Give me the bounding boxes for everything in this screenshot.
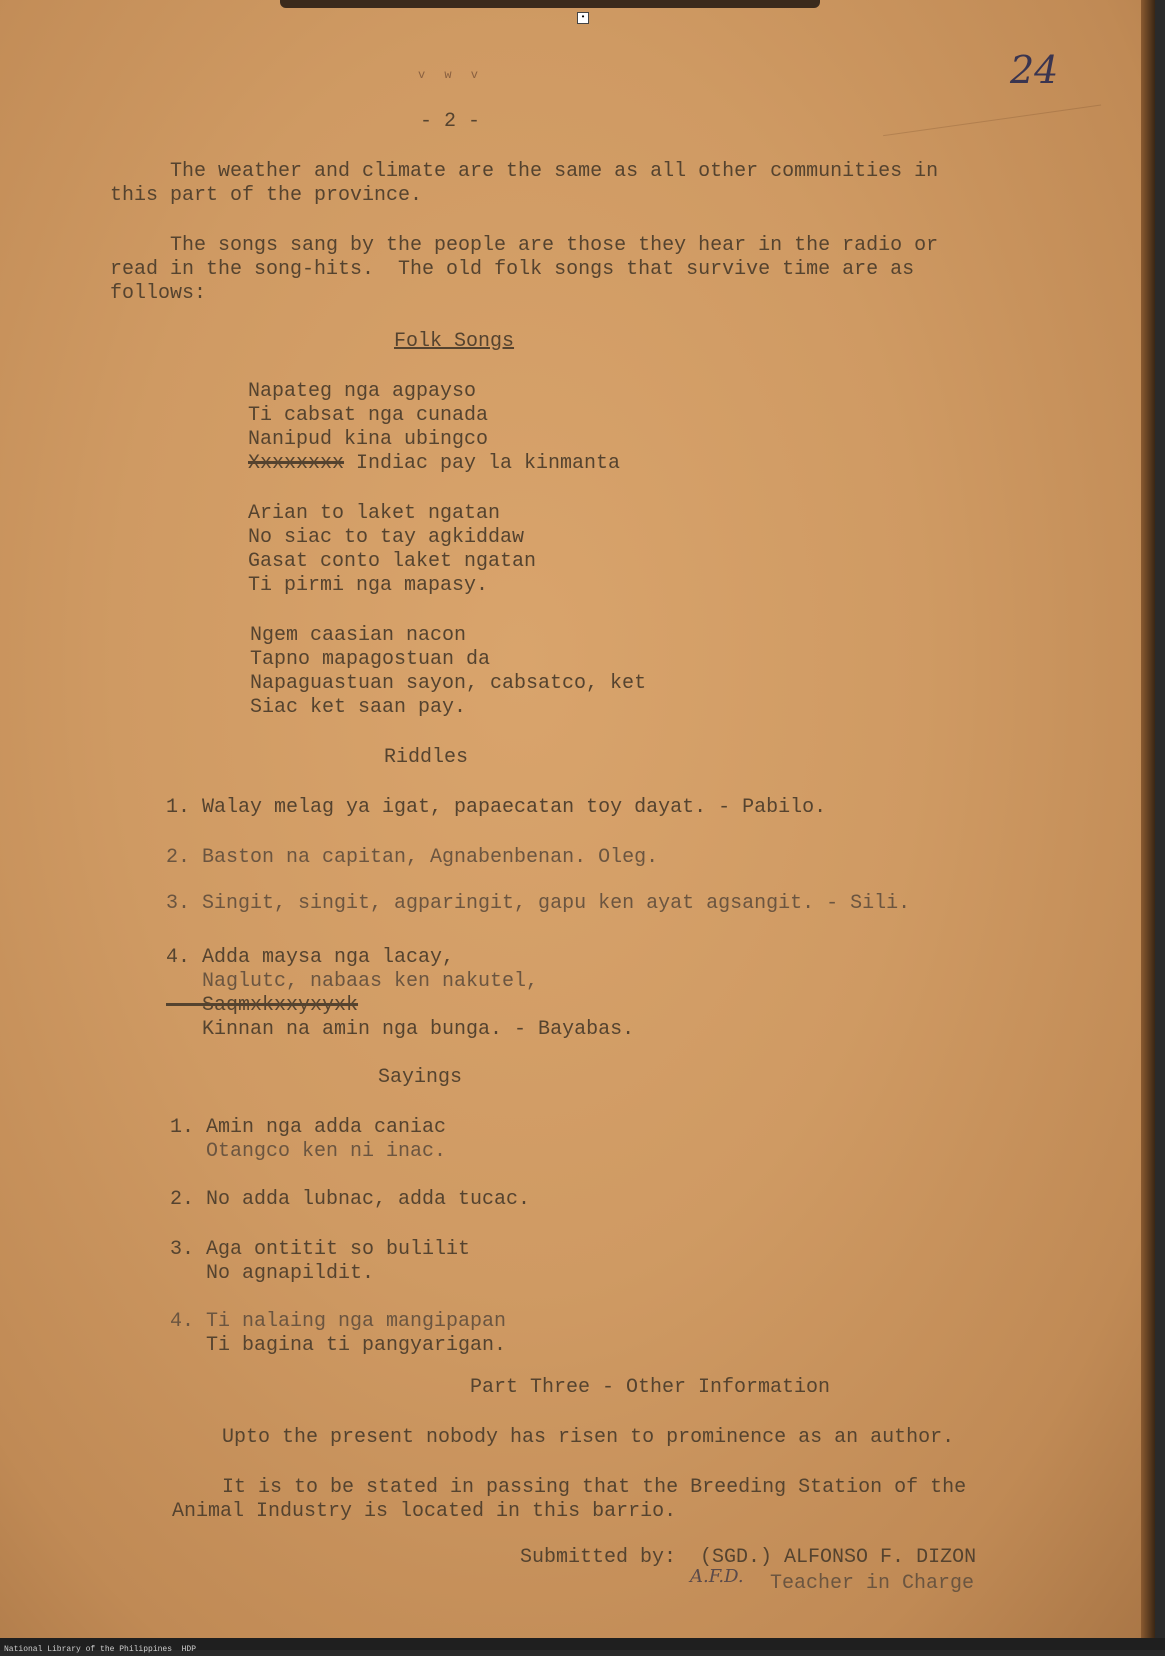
song-line: Gasat conto laket ngatan: [248, 550, 536, 574]
handwritten-page-number: 24: [1010, 48, 1058, 92]
signature-initials: A.F.D.: [690, 1566, 744, 1587]
saying-1-line-2: Otangco ken ni inac.: [170, 1140, 446, 1164]
song-line: [248, 452, 620, 476]
riddles-heading: Riddles: [384, 746, 468, 770]
saying-1-line-1: 1. Amin nga adda caniac: [170, 1116, 446, 1140]
archive-footer: [0, 1638, 1165, 1650]
binding-strip: [280, 0, 820, 8]
paper-fold: [879, 75, 1101, 136]
riddle-4-struck: Saqmxkxxyxyxk: [166, 994, 358, 1018]
intro-line-2: this part of the province.: [110, 184, 422, 208]
intro-line-4: read in the song-hits. The old folk songs that survive time are as: [110, 258, 914, 282]
saying-4-line-1: 4. Ti nalaing nga mangipapan: [170, 1310, 506, 1334]
intro-line-5: follows:: [110, 282, 206, 306]
page-number: - 2 -: [420, 110, 480, 134]
saying-2: 2. No adda lubnac, adda tucac.: [170, 1188, 530, 1212]
saying-4-line-2: Ti bagina ti pangyarigan.: [170, 1334, 506, 1358]
song-line: Siac ket saan pay.: [250, 696, 466, 720]
song-line: Ti pirmi nga mapasy.: [248, 574, 488, 598]
song-line-text: Indiac pay la kinmanta: [344, 452, 620, 475]
signature-title: Teacher in Charge: [770, 1572, 974, 1596]
footer-text: National Library of the Philippines HDP: [0, 1645, 196, 1654]
staple-icon: •: [577, 12, 589, 24]
riddle-2: 2. Baston na capitan, Agnabenbenan. Oleg.: [166, 846, 658, 870]
riddle-1: 1. Walay melag ya igat, papaecatan toy dayat. - Pabilo.: [166, 796, 826, 820]
binding-edge: [1141, 0, 1155, 1650]
riddle-4-line-3: Kinnan na amin nga bunga. - Bayabas.: [166, 1018, 634, 1042]
intro-line-3: The songs sang by the people are those they hear in the radio or: [170, 234, 938, 258]
intro-line-1: The weather and climate are the same as all other communities in: [170, 160, 938, 184]
part-three-heading: Part Three - Other Information: [470, 1376, 830, 1400]
song-line: Napateg nga agpayso: [248, 380, 476, 404]
song-line: Nanipud kina ubingco: [248, 428, 488, 452]
song-line: Tapno mapagostuan da: [250, 648, 490, 672]
riddle-3: 3. Singit, singit, agparingit, gapu ken ayat agsangit. - Sili.: [166, 892, 910, 916]
riddle-4-line-2: Naglutc, nabaas ken nakutel,: [166, 970, 538, 994]
sayings-heading: Sayings: [378, 1066, 462, 1090]
song-line: Ti cabsat nga cunada: [248, 404, 488, 428]
riddle-4-line-1: 4. Adda maysa nga lacay,: [166, 946, 454, 970]
part-three-paragraph-1: Upto the present nobody has risen to prominence as an author.: [222, 1426, 954, 1450]
song-line: Arian to laket ngatan: [248, 502, 500, 526]
part-three-paragraph-2-line-2: Animal Industry is located in this barrio.: [172, 1500, 676, 1524]
signature-line: Submitted by: (SGD.) ALFONSO F. DIZON: [520, 1546, 976, 1570]
header-mark: v w v: [418, 68, 484, 82]
song-line: No siac to tay agkiddaw: [248, 526, 524, 550]
saying-3-line-2: No agnapildit.: [170, 1262, 374, 1286]
folk-songs-heading: Folk Songs: [394, 330, 514, 354]
song-line: Napaguastuan sayon, cabsatco, ket: [250, 672, 646, 696]
saying-3-line-1: 3. Aga ontitit so bulilit: [170, 1238, 470, 1262]
song-line: Ngem caasian nacon: [250, 624, 466, 648]
struck-text: Xxxxxxxx: [248, 452, 344, 475]
part-three-paragraph-2-line-1: It is to be stated in passing that the Breeding Station of the: [222, 1476, 966, 1500]
